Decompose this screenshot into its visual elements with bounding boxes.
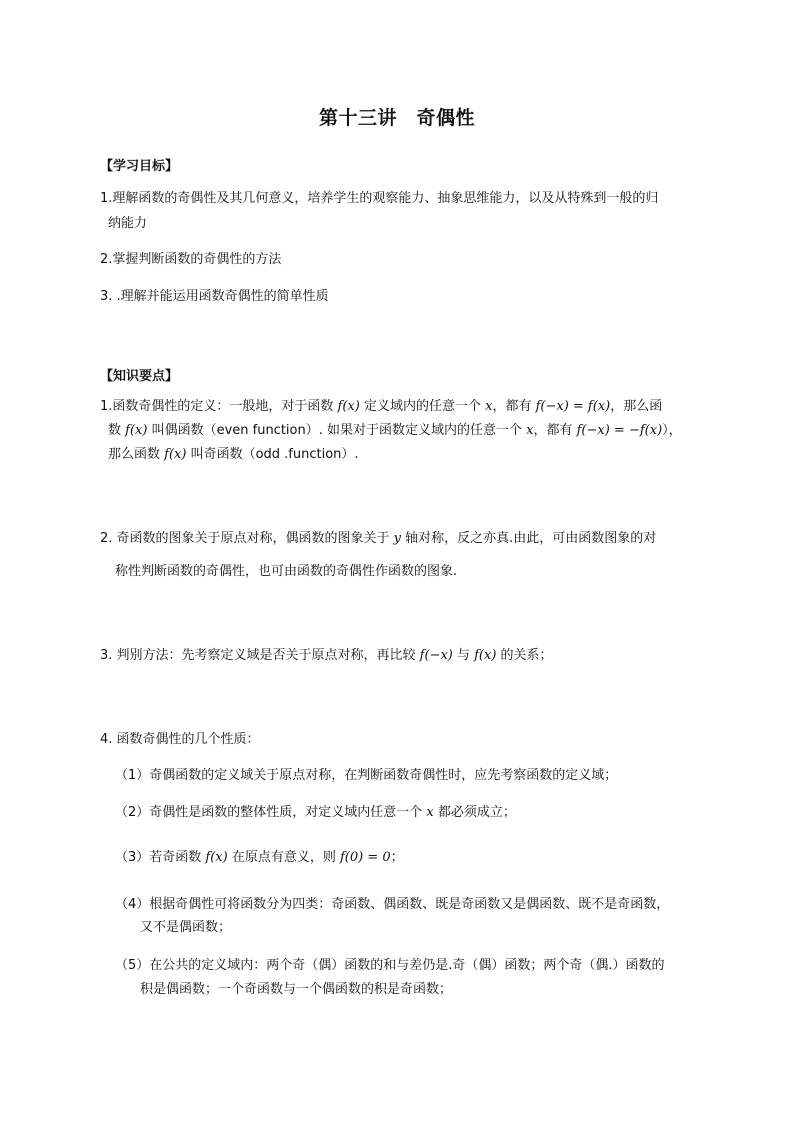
math-y: y [393, 531, 402, 546]
property-5-line-2: 积是偶函数；一个奇函数与一个偶函数的积是奇函数； [140, 982, 453, 997]
objective-item-3: 3. .理解并能运用函数奇偶性的简单性质 [100, 289, 329, 304]
text: 1.函数奇偶性的定义：一般地，对于函数 [100, 399, 338, 414]
page-title: 第十三讲 奇偶性 [318, 107, 475, 129]
text: 在原点有意义，则 [227, 850, 340, 865]
math-fx: f(x) [205, 850, 228, 865]
text: （3）若奇函数 [115, 850, 206, 865]
math-x: x [526, 423, 534, 438]
definition-line-1 [100, 399, 662, 415]
text: 叫奇函数（odd .function）. [186, 447, 359, 462]
objectives-heading: 【学习目标】 [100, 159, 179, 174]
text: 定义域内的任意一个 [359, 399, 486, 414]
definition-line-3 [108, 447, 359, 463]
objective-item-2: 2.掌握判断函数的奇偶性的方法 [100, 252, 282, 267]
math-x: x [485, 399, 493, 414]
text: ，都有 [533, 423, 577, 438]
text: 轴对称，反之亦真.由此，可由函数图象的对 [401, 531, 657, 546]
math-f-neg-x: f(−x) [419, 648, 453, 663]
text: 那么函数 [108, 447, 165, 462]
math-even-eq: f(−x) = f(x) [535, 399, 611, 414]
method-line [100, 648, 553, 664]
property-3 [115, 850, 404, 866]
objective-item-1-cont: 纳能力 [108, 216, 148, 231]
text: 叫偶函数（even function）. 如果对于函数定义域内的任意一个 [147, 423, 527, 438]
text: 的关系； [496, 648, 553, 663]
math-odd-eq: f(−x) = −f(x) [576, 423, 663, 438]
text: 数 [108, 423, 126, 438]
text: 与 [452, 648, 475, 663]
property-1: （1）奇偶函数的定义域关于原点对称，在判断函数奇偶性时，应先考察函数的定义域； [115, 768, 618, 783]
properties-heading: 4. 函数奇偶性的几个性质： [100, 732, 260, 747]
math-fx: f(x) [337, 399, 360, 414]
math-fx: f(x) [125, 423, 148, 438]
text: 2. 奇函数的图象关于原点对称，偶函数的图象关于 [100, 531, 394, 546]
text: （2）奇偶性是函数的整体性质，对定义域内任意一个 [115, 805, 427, 820]
knowledge-heading: 【知识要点】 [100, 369, 179, 384]
text: 3. 判别方法：先考察定义域是否关于原点对称，再比较 [100, 648, 420, 663]
symmetry-line-2: 称性判断函数的奇偶性，也可由函数的奇偶性作函数的图象. [115, 564, 458, 579]
symmetry-line-1 [100, 531, 656, 547]
text: ）， [662, 423, 682, 438]
math-f0-eq: f(0) = 0 [339, 850, 391, 865]
text: ； [390, 850, 404, 865]
text: ，都有 [492, 399, 536, 414]
property-2 [115, 805, 516, 821]
math-fx: f(x) [474, 648, 497, 663]
math-x: x [426, 805, 434, 820]
property-4-line-1: （4）根据奇偶性可将函数分为四类：奇函数、偶函数、既是奇函数又是偶函数、既不是奇函数， [115, 897, 670, 912]
property-5-line-1: （5）在公共的定义域内：两个奇（偶）函数的和与差仍是.奇（偶）函数；两个奇（偶.）函数的 [115, 958, 665, 973]
objective-item-1: 1.理解函数的奇偶性及其几何意义，培养学生的观察能力、抽象思维能力，以及从特殊到一般的归 [100, 191, 659, 206]
definition-line-2 [108, 423, 682, 439]
text: ，那么函 [610, 399, 663, 414]
property-4-line-2: 又不是偶函数； [140, 920, 232, 935]
math-fx: f(x) [164, 447, 187, 462]
text: 都必须成立； [433, 805, 516, 820]
